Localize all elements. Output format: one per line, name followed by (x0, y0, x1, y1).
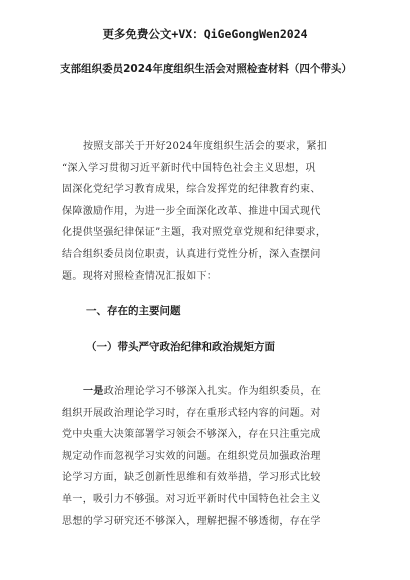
paragraph-line: 规定动作而忽视学习实效的问题。在组织党员加强政治理 (62, 450, 321, 462)
paragraph-line: 按照支部关于开好2024年度组织生活会的要求，紧扣 (83, 141, 328, 152)
paragraph-line (62, 381, 352, 403)
paragraph-line: 固深化党纪学习教育成果，综合发挥党的纪律教育约束、 (62, 184, 321, 196)
paragraph-line: 保障激励作用，为进一步全面深化改革、推进中国式现代 (62, 205, 321, 217)
paragraph-line: “深入学习贯彻习近平新时代中国特色社会主义思想，巩 (62, 162, 316, 174)
paragraph-line: 题。现将对照检查情况汇报如下： (62, 270, 218, 282)
paragraph-line: 化提供坚强纪律保证”主题，我对照党章党规和纪律要求， (62, 227, 327, 239)
paragraph-line: 思想的学习研究还不够深入，理解把握不够透彻，存在学 (62, 515, 321, 527)
section-heading-problems: 一、存在的主要问题 (86, 305, 181, 317)
subsection-heading-political-discipline: （一）带头严守政治纪律和政治规矩方面 (86, 341, 275, 353)
paragraph-line: 论学习方面，缺乏创新性思维和有效举措，学习形式比较 (62, 472, 321, 484)
document-title: 支部组织委员2024年度组织生活会对照检查材料（四个带头） (60, 63, 352, 75)
paragraph-line-text: 政治理论学习不够深入扎实。作为组织委员，在 (103, 386, 322, 397)
problem-paragraph (62, 381, 352, 532)
paragraph-line: 组织开展政治理论学习时，存在重形式轻内容的问题。对 (62, 407, 321, 419)
paragraph-line: 党中央重大决策部署学习领会不够深入，存在只注重完成 (62, 429, 321, 441)
paragraph-lead-label: 一是 (83, 386, 104, 397)
promo-banner: 更多免费公文+VX：QiGeGongWen2024 (102, 27, 308, 41)
intro-paragraph (62, 136, 352, 287)
paragraph-line: 单一，吸引力不够强。对习近平新时代中国特色社会主义 (62, 493, 321, 505)
paragraph-line: 结合组织委员岗位职责，认真进行党性分析，深入查摆问 (62, 248, 321, 260)
